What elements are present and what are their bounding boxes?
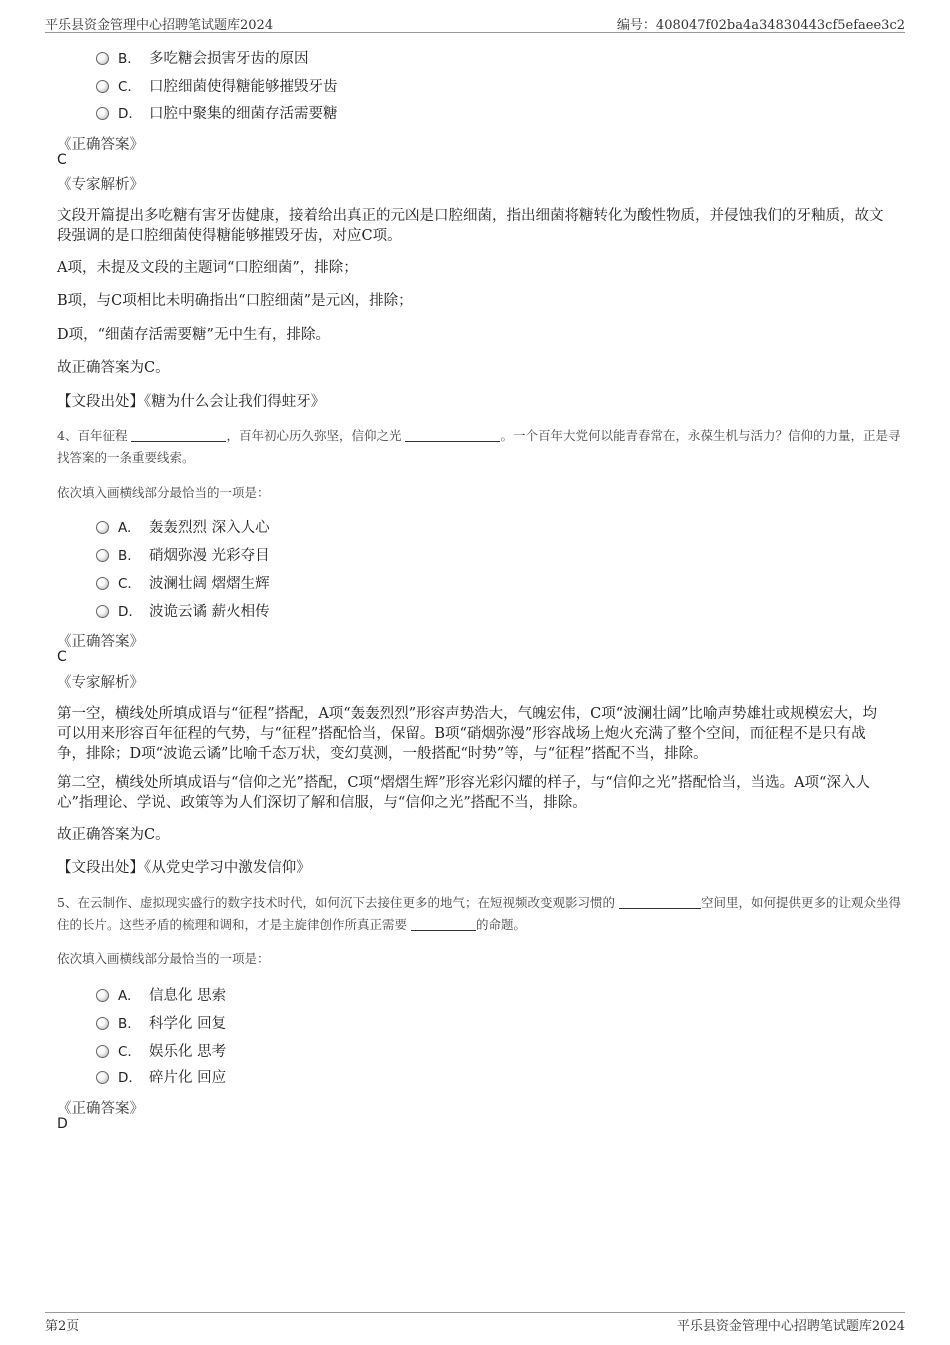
q5-option-a[interactable]: A. 信息化 思索 <box>96 984 226 1006</box>
q4-analysis-para: 第一空，横线处所填成语与“征程”搭配，A项“轰轰烈烈”形容声势浩大，气魄宏伟，C项“波澜壮阔”比喻声势雄壮或规模宏大，均可以用来形容百年征程的气势，与“征程”搭配恰当，保留。B项“硝烟弥漫”形容战场上炮火充满了整个空间，而征程不是只有战争，排除；D项“波诡云谲”比喻千态万状，变幻莫测，一般搭配“时势”等，与“征程”搭配不当，排除。 <box>57 706 878 762</box>
radio-icon[interactable] <box>96 1071 109 1084</box>
radio-icon[interactable] <box>96 80 109 93</box>
q4-prompt: 依次填入画横线部分最恰当的一项是： <box>57 485 270 500</box>
correct-answer-label: 《正确答案》 <box>57 1101 144 1117</box>
q3-analysis-para: D项，“细菌存活需要糖”无中生有，排除。 <box>57 327 330 343</box>
radio-icon[interactable] <box>96 605 109 618</box>
radio-icon[interactable] <box>96 521 109 534</box>
radio-icon[interactable] <box>96 577 109 590</box>
q3-conclusion: 故正确答案为C。 <box>57 360 170 376</box>
q5-answer: D <box>57 1116 68 1132</box>
page-header <box>45 14 905 33</box>
q3-option-d[interactable]: D. 口腔中聚集的细菌存活需要糖 <box>96 102 338 124</box>
radio-icon[interactable] <box>96 1017 109 1030</box>
q5-prompt: 依次填入画横线部分最恰当的一项是： <box>57 951 270 966</box>
q3-option-c[interactable]: C. 口腔细菌使得糖能够摧毁牙齿 <box>96 75 338 97</box>
correct-answer-label: 《正确答案》 <box>57 137 144 153</box>
blank-line <box>405 428 500 442</box>
radio-icon[interactable] <box>96 52 109 65</box>
expert-analysis-label: 《专家解析》 <box>57 675 144 691</box>
blank-line <box>619 895 701 909</box>
q5-option-d[interactable]: D. 碎片化 回应 <box>96 1066 226 1088</box>
radio-icon[interactable] <box>96 107 109 120</box>
page-number: 第2页 <box>45 1319 80 1334</box>
q3-analysis-para: B项，与C项相比未明确指出“口腔细菌”是元凶，排除； <box>57 293 413 309</box>
footer-title: 平乐县资金管理中心招聘笔试题库2024 <box>676 1319 905 1334</box>
page-footer <box>45 1312 905 1333</box>
header-title: 平乐县资金管理中心招聘笔试题库2024 <box>45 18 274 33</box>
q4-option-d[interactable]: D. 波诡云谲 薪火相传 <box>96 600 270 622</box>
q4-option-b[interactable]: B. 硝烟弥漫 光彩夺目 <box>96 544 270 566</box>
q3-option-b[interactable]: B. 多吃糖会损害牙齿的原因 <box>96 47 309 69</box>
q4-option-a[interactable]: A. 轰轰烈烈 深入人心 <box>96 516 270 538</box>
q4-answer: C <box>57 649 67 665</box>
correct-answer-label: 《正确答案》 <box>57 634 144 650</box>
expert-analysis-label: 《专家解析》 <box>57 177 144 193</box>
header-doc-id: 编号：408047f02ba4a34830443cf5efaee3c2 <box>616 18 905 33</box>
blank-line <box>131 428 226 442</box>
q4-conclusion: 故正确答案为C。 <box>57 827 170 843</box>
q4-option-c[interactable]: C. 波澜壮阔 熠熠生辉 <box>96 572 270 594</box>
q3-answer: C <box>57 152 67 168</box>
q4-analysis-para: 第二空，横线处所填成语与“信仰之光”搭配，C项“熠熠生辉”形容光彩闪耀的样子，与“信仰之光”搭配恰当，当选。A项“深入人心”指理论、学说、政策等为人们深切了解和信服，与“信仰之光”搭配不当，排除。 <box>57 775 870 811</box>
blank-line <box>411 917 476 931</box>
q4-source: 【文段出处】《从党史学习中激发信仰》 <box>57 860 311 876</box>
q5-option-c[interactable]: C. 娱乐化 思考 <box>96 1040 226 1062</box>
radio-icon[interactable] <box>96 1045 109 1058</box>
q3-analysis-para: A项，未提及文段的主题词“口腔细菌”，排除； <box>57 260 358 276</box>
q5-option-b[interactable]: B. 科学化 回复 <box>96 1012 226 1034</box>
q4-stem: 4、百年征程 ，百年初心历久弥坚，信仰之光 。一个百年大党何以能青春常在，永葆生机与活力？信仰的力量，正是寻找答案的一条重要线索。 <box>57 428 901 465</box>
q3-analysis-para: 文段开篇提出多吃糖有害牙齿健康，接着给出真正的元凶是口腔细菌，指出细菌将糖转化为酸性物质，并侵蚀我们的牙釉质，故文段强调的是口腔细菌使得糖能够摧毁牙齿，对应C项。 <box>57 208 884 244</box>
radio-icon[interactable] <box>96 989 109 1002</box>
radio-icon[interactable] <box>96 549 109 562</box>
q5-stem: 5、在云制作、虚拟现实盛行的数字技术时代，如何沉下去接住更多的地气；在短视频改变观影习惯的 空间里，如何提供更多的让观众坐得住的长片。这些矛盾的梳理和调和，才是主旋律创作所真正需要 的命题。 <box>57 895 901 932</box>
q3-source: 【文段出处】《糖为什么会让我们得蛀牙》 <box>57 394 326 410</box>
